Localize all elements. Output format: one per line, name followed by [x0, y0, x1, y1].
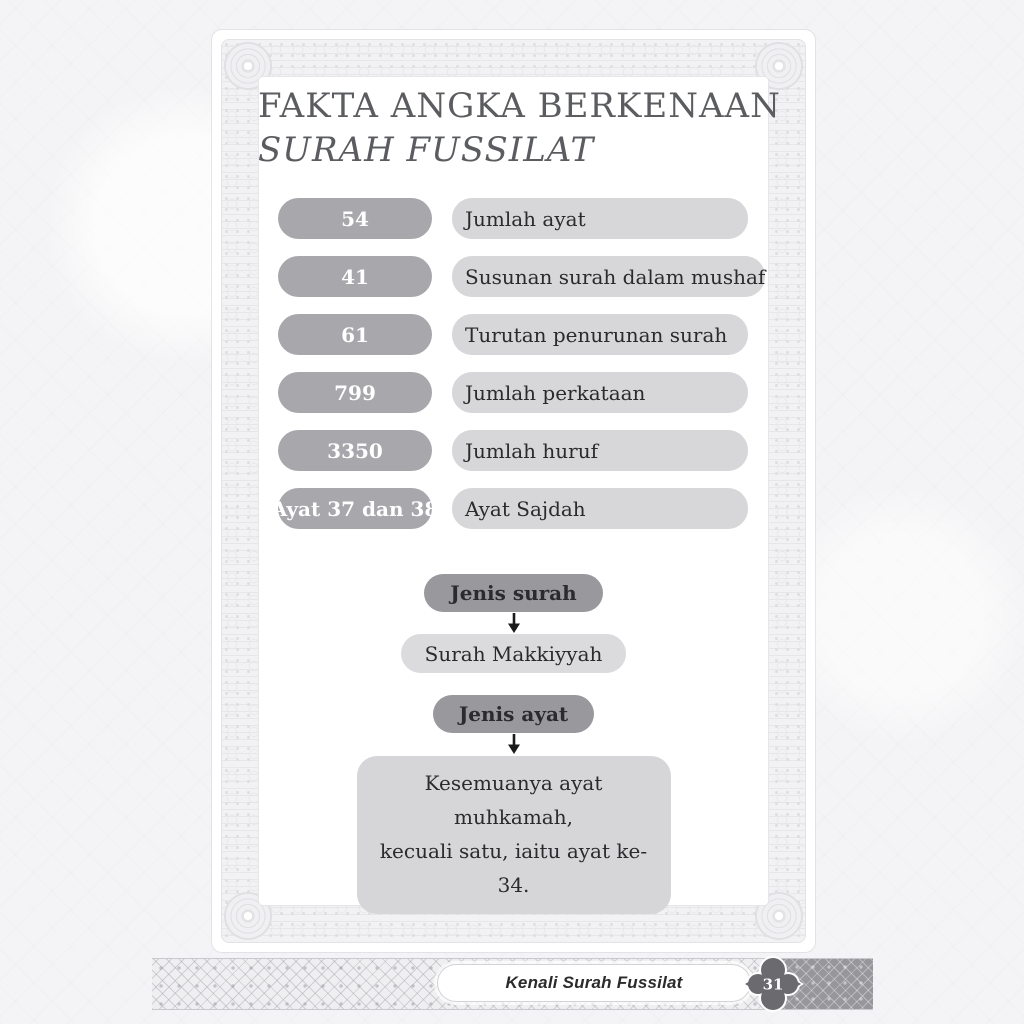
- jenis-surah-heading-pill: Jenis surah: [424, 574, 602, 612]
- jenis-ayat-note-box: [357, 756, 671, 914]
- page-number-quatrefoil-ornament: [742, 954, 804, 1014]
- fact-value-badge: Ayat 37 dan 38: [278, 488, 432, 529]
- page-number: 31: [762, 975, 784, 994]
- fact-label: Jumlah ayat: [452, 198, 748, 239]
- note-line2: kecuali satu, iaitu ayat ke-34.: [379, 839, 648, 897]
- fact-label: Turutan penurunan surah: [452, 314, 748, 355]
- fact-value-badge: 3350: [278, 430, 432, 471]
- down-arrow-icon: [506, 613, 522, 633]
- book-page: [212, 30, 815, 952]
- fact-label: Jumlah perkataan: [452, 372, 748, 413]
- fact-label: Ayat Sajdah: [452, 488, 748, 529]
- fact-row-ayat-sajdah: [271, 488, 748, 529]
- fact-value-badge: 799: [278, 372, 432, 413]
- fact-value-badge: 54: [278, 198, 432, 239]
- fact-label: Jumlah huruf: [452, 430, 748, 471]
- fact-row-jumlah-ayat: [278, 198, 748, 239]
- page-title-line2: SURAH FUSSILAT: [258, 130, 595, 170]
- fact-value-badge: 61: [278, 314, 432, 355]
- page-title-line1: FAKTA ANGKA BERKENAAN: [258, 86, 781, 126]
- jenis-ayat-heading-pill: Jenis ayat: [433, 695, 594, 733]
- fact-value-badge: 41: [278, 256, 432, 297]
- fact-row-jumlah-perkataan: [278, 372, 748, 413]
- fact-row-turutan-penurunan: [278, 314, 748, 355]
- footer-ornament-strip: [152, 958, 873, 1010]
- note-line1: Kesemuanya ayat muhkamah,: [424, 771, 603, 829]
- fact-label: Susunan surah dalam mushaf: [452, 256, 765, 297]
- footer-chapter-title: Kenali Surah Fussilat: [438, 965, 750, 1001]
- surah-type-flow-diagram: [212, 574, 815, 914]
- fact-row-susunan-surah: [278, 256, 766, 297]
- fact-list: [271, 198, 766, 529]
- jenis-surah-value-pill: Surah Makkiyyah: [401, 634, 627, 673]
- fact-row-jumlah-huruf: [278, 430, 748, 471]
- down-arrow-icon: [506, 734, 522, 754]
- page-title: [258, 84, 781, 172]
